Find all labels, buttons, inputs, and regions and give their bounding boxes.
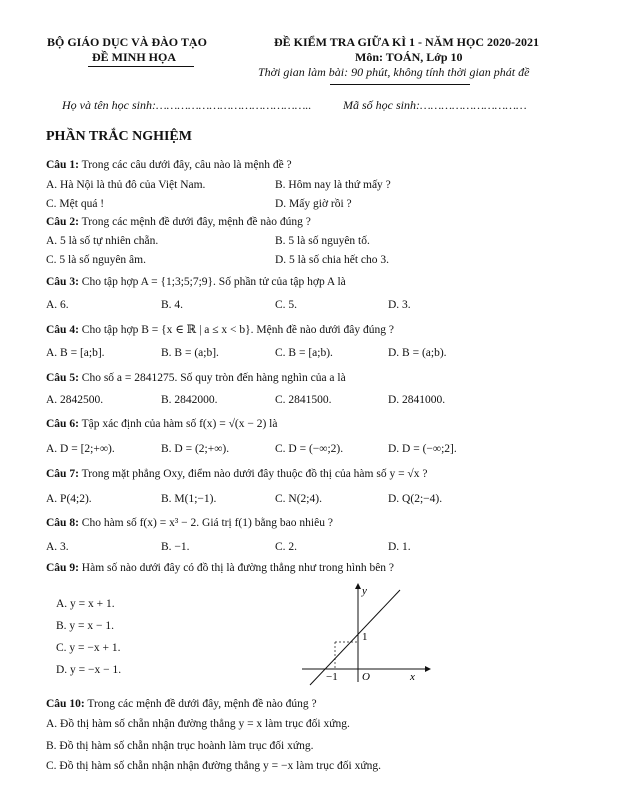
option-2a[interactable]: A. 5 là số tự nhiên chẵn. (46, 235, 159, 247)
option-4a[interactable]: A. B = [a;b]. (46, 347, 105, 359)
option-3c[interactable]: C. 5. (275, 299, 298, 311)
question-9 (46, 562, 394, 574)
question-label: Câu 4: (46, 324, 79, 336)
option-2c[interactable]: C. 5 là số nguyên âm. (46, 254, 146, 266)
option-10b[interactable]: B. Đồ thị hàm số chẵn nhận trục hoành làm trục đối xứng. (46, 740, 314, 752)
subject-line: Môn: TOÁN, Lớp 10 (355, 50, 463, 64)
student-id-field: Mã số học sinh:………………………… (343, 98, 527, 112)
question-text: Tập xác định của hàm số f(x) = √(x − 2) là (81, 418, 278, 430)
question-label: Câu 10: (46, 698, 85, 710)
time-underline (330, 84, 470, 85)
option-8b[interactable]: B. −1. (161, 541, 190, 553)
question-7 (46, 468, 427, 480)
question-6 (46, 418, 277, 430)
option-5b[interactable]: B. 2842000. (161, 394, 218, 406)
question-text: Trong mặt phẳng Oxy, điểm nào dưới đây thuộc đồ thị của hàm số y = √x ? (81, 468, 428, 480)
x-intercept-label: −1 (326, 671, 338, 683)
question-label: Câu 3: (46, 276, 79, 288)
ministry-name: BỘ GIÁO DỤC VÀ ĐÀO TẠO (47, 35, 207, 49)
sample-label: ĐỀ MINH HỌA (92, 50, 176, 64)
question-8 (46, 517, 333, 529)
question-text: Cho tập hợp B = {x ∈ ℝ | a ≤ x < b}. Mệnh đề nào dưới đây đúng ? (81, 324, 394, 336)
question-label: Câu 2: (46, 216, 79, 228)
question-text: Trong các mệnh đề dưới đây, mệnh đề nào đúng ? (81, 216, 311, 228)
graph-figure (296, 582, 436, 686)
option-4d[interactable]: D. B = (a;b). (388, 347, 447, 359)
option-7c[interactable]: C. N(2;4). (275, 493, 322, 505)
question-3 (46, 276, 346, 288)
question-1 (46, 159, 292, 171)
option-10a[interactable]: A. Đồ thị hàm số chẵn nhận đường thẳng y = x làm trục đối xứng. (46, 718, 350, 730)
sample-underline (88, 66, 194, 67)
option-5c[interactable]: C. 2841500. (275, 394, 332, 406)
option-6c[interactable]: C. D = (−∞;2). (275, 443, 344, 455)
function-line (310, 590, 400, 685)
option-6b[interactable]: B. D = (2;+∞). (161, 443, 230, 455)
option-1a[interactable]: A. Hà Nội là thủ đô của Việt Nam. (46, 179, 206, 191)
question-label: Câu 1: (46, 159, 79, 171)
question-label: Câu 8: (46, 517, 79, 529)
question-label: Câu 9: (46, 562, 79, 574)
option-8c[interactable]: C. 2. (275, 541, 298, 553)
option-5a[interactable]: A. 2842500. (46, 394, 104, 406)
question-text: Cho hàm số f(x) = x³ − 2. Giá trị f(1) bằng bao nhiêu ? (81, 517, 333, 529)
option-1b[interactable]: B. Hôm nay là thứ mấy ? (275, 179, 391, 191)
option-1d[interactable]: D. Mấy giờ rồi ? (275, 198, 352, 210)
option-9a[interactable]: A. y = x + 1. (56, 598, 115, 610)
option-7a[interactable]: A. P(4;2). (46, 493, 92, 505)
option-9c[interactable]: C. y = −x + 1. (56, 642, 121, 654)
option-3b[interactable]: B. 4. (161, 299, 184, 311)
question-label: Câu 7: (46, 468, 79, 480)
student-name-field: Họ và tên học sinh:…………………………………….. (62, 98, 312, 112)
y-axis-label: y (362, 585, 367, 597)
question-label: Câu 5: (46, 372, 79, 384)
option-6a[interactable]: A. D = [2;+∞). (46, 443, 115, 455)
option-5d[interactable]: D. 2841000. (388, 394, 446, 406)
question-text: Cho tập hợp A = {1;3;5;7;9}. Số phần tử của tập hợp A là (81, 276, 346, 288)
question-5 (46, 372, 346, 384)
option-4b[interactable]: B. B = (a;b]. (161, 347, 219, 359)
option-1c[interactable]: C. Mệt quá ! (46, 198, 105, 210)
time-line: Thời gian làm bài: 90 phút, không tính thời gian phát đề (258, 65, 530, 79)
y-intercept-label: 1 (362, 631, 368, 643)
question-4 (46, 322, 394, 336)
option-6d[interactable]: D. D = (−∞;2]. (388, 443, 457, 455)
option-3a[interactable]: A. 6. (46, 299, 69, 311)
option-7d[interactable]: D. Q(2;−4). (388, 493, 443, 505)
question-label: Câu 6: (46, 418, 79, 430)
exam-title: ĐỀ KIỂM TRA GIỮA KÌ 1 - NĂM HỌC 2020-2021 (274, 35, 540, 49)
question-10 (46, 698, 317, 710)
option-10c[interactable]: C. Đồ thị hàm số chẵn nhận nhận đường thẳng y = −x làm trục đối xứng. (46, 760, 381, 772)
option-4c[interactable]: C. B = [a;b). (275, 347, 333, 359)
option-9d[interactable]: D. y = −x − 1. (56, 664, 122, 676)
option-2d[interactable]: D. 5 là số chia hết cho 3. (275, 254, 390, 266)
section-title: PHẦN TRẮC NGHIỆM (46, 129, 192, 144)
option-2b[interactable]: B. 5 là số nguyên tố. (275, 235, 370, 247)
question-text: Trong các mệnh đề dưới đây, mệnh đề nào đúng ? (87, 698, 317, 710)
option-7b[interactable]: B. M(1;−1). (161, 493, 217, 505)
option-8d[interactable]: D. 1. (388, 541, 411, 553)
origin-label: O (362, 671, 370, 683)
option-9b[interactable]: B. y = x − 1. (56, 620, 115, 632)
question-text: Hàm số nào dưới đây có đồ thị là đường thẳng như trong hình bên ? (81, 562, 395, 574)
option-8a[interactable]: A. 3. (46, 541, 69, 553)
question-text: Cho số a = 2841275. Số quy tròn đến hàng nghìn của a là (81, 372, 346, 384)
x-axis-label: x (410, 671, 415, 683)
question-2 (46, 216, 311, 228)
question-text: Trong các câu dưới đây, câu nào là mệnh đề ? (81, 159, 292, 171)
option-3d[interactable]: D. 3. (388, 299, 411, 311)
